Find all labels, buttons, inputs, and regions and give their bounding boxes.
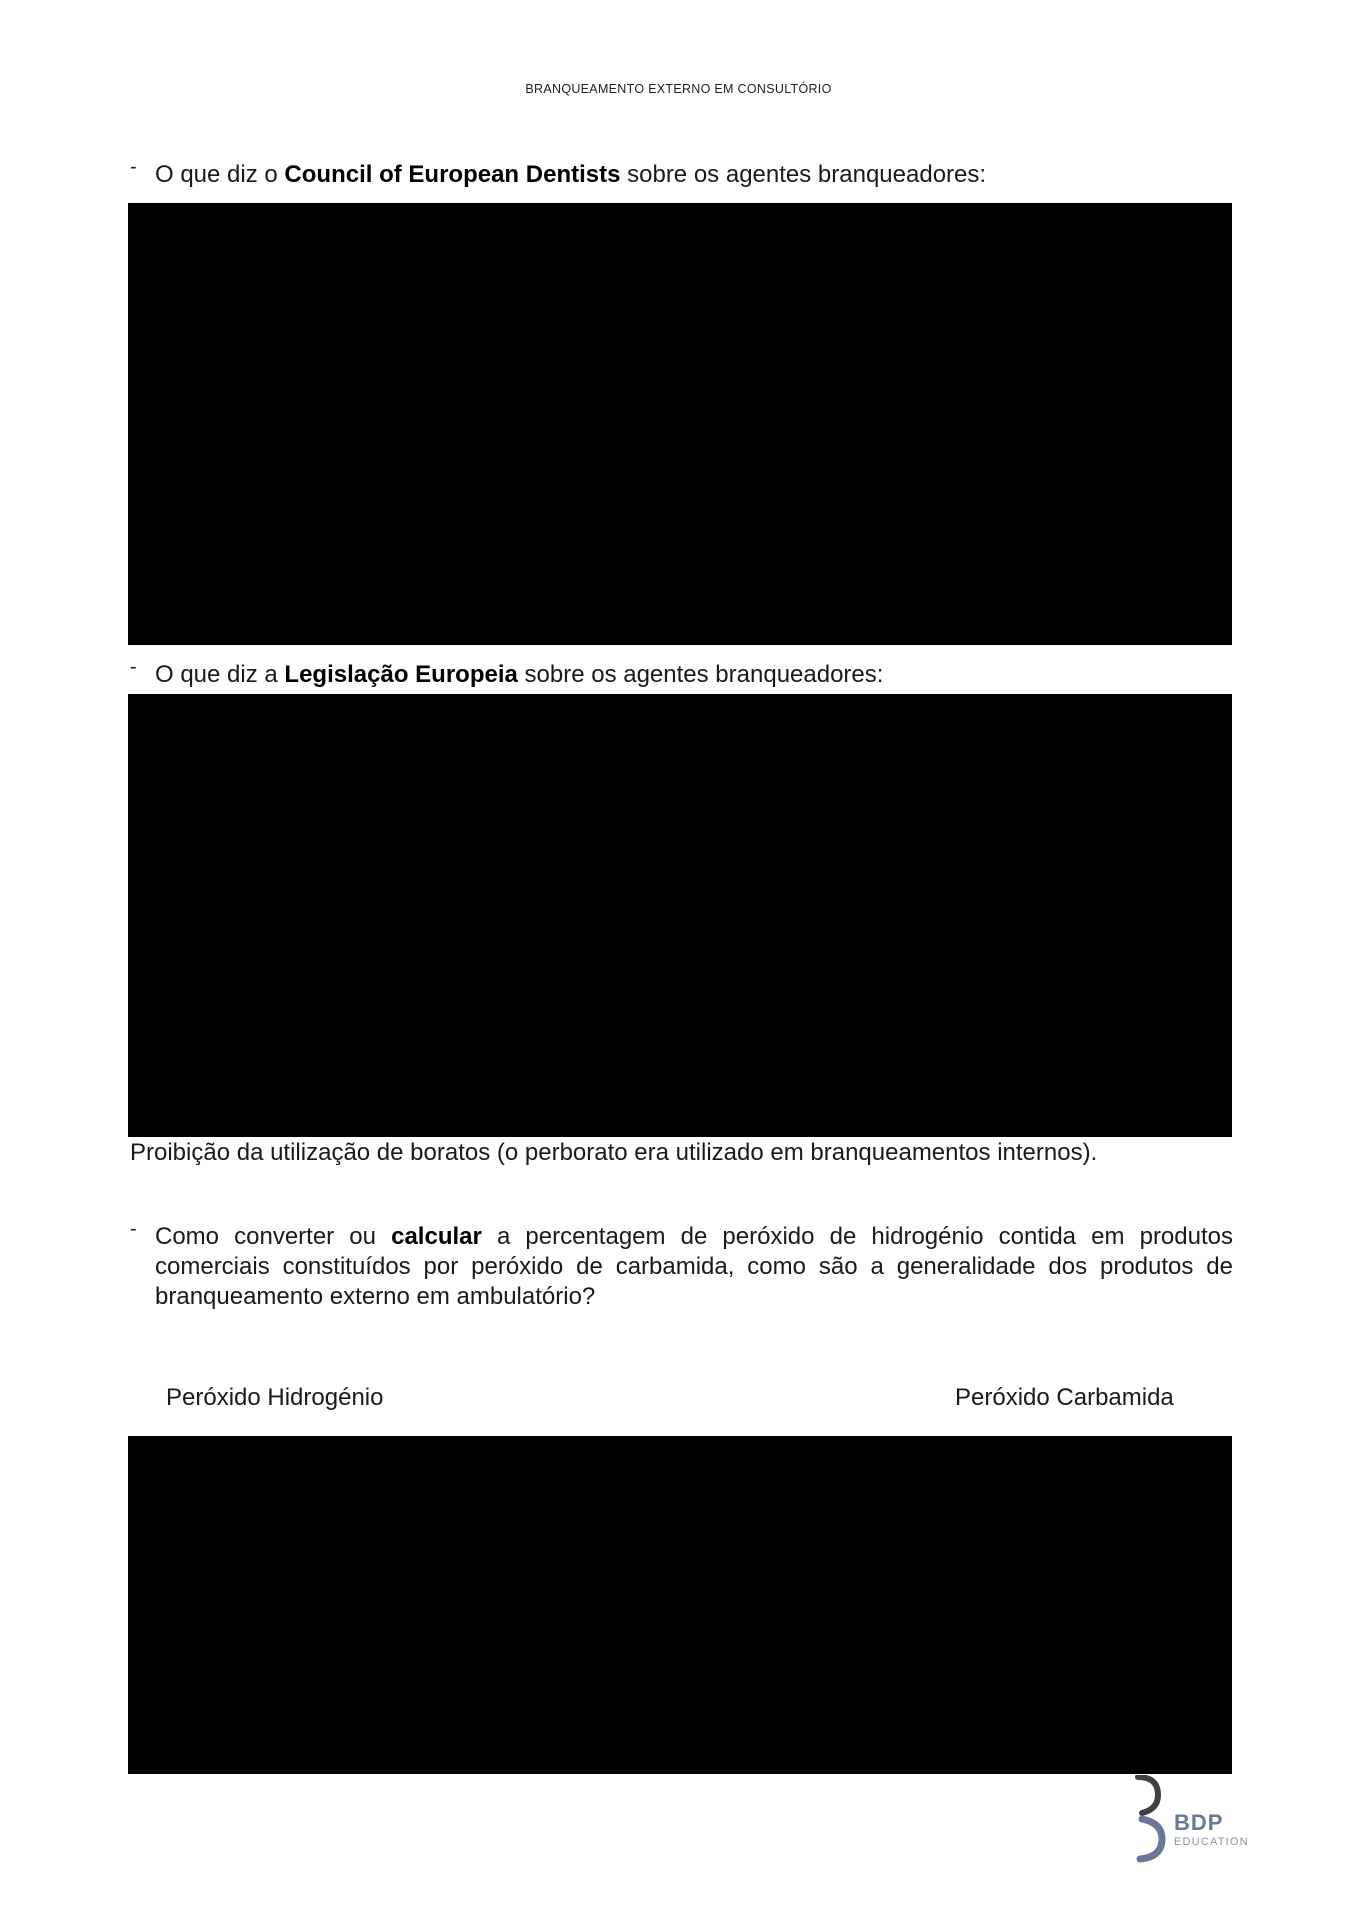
bullet-text: Como converter ou calcular a percentagem de peróxido de hidrogénio contida em produtos comerciais constituídos por peróxido de carbamida, como são a generalidade dos produtos de branqueamento externo em ambulatório? bbox=[155, 1223, 1233, 1310]
logo-name: BDP bbox=[1174, 1810, 1224, 1835]
bullet-conversion bbox=[130, 1218, 1233, 1312]
bullet-dash: - bbox=[130, 1218, 137, 1240]
borate-note: Proibição da utilização de boratos (o perborato era utilizado em branqueamentos internos). bbox=[130, 1139, 1098, 1166]
redacted-block-legislation bbox=[128, 694, 1232, 1137]
bold-term: Legislação Europeia bbox=[284, 661, 518, 688]
redacted-block-council bbox=[128, 203, 1232, 645]
bullet-dash: - bbox=[130, 156, 137, 178]
bold-term: calcular bbox=[391, 1223, 482, 1250]
bullet-dash: - bbox=[130, 656, 137, 678]
page-header: BRANQUEAMENTO EXTERNO EM CONSULTÓRIO bbox=[525, 82, 832, 96]
redacted-block-conversion bbox=[128, 1436, 1232, 1774]
bullet-text: O que diz a Legislação Europeia sobre os agentes branqueadores: bbox=[155, 661, 884, 688]
bullet-text: O que diz o Council of European Dentists sobre os agentes branqueadores: bbox=[155, 161, 987, 188]
bullet-legislation bbox=[130, 656, 884, 690]
bold-term: Council of European Dentists bbox=[284, 161, 621, 188]
label-hydrogen-peroxide: Peróxido Hidrogénio bbox=[166, 1384, 384, 1411]
bullet-council bbox=[130, 156, 987, 190]
logo-subtitle: EDUCATION bbox=[1174, 1836, 1249, 1848]
label-carbamide-peroxide: Peróxido Carbamida bbox=[955, 1384, 1174, 1411]
